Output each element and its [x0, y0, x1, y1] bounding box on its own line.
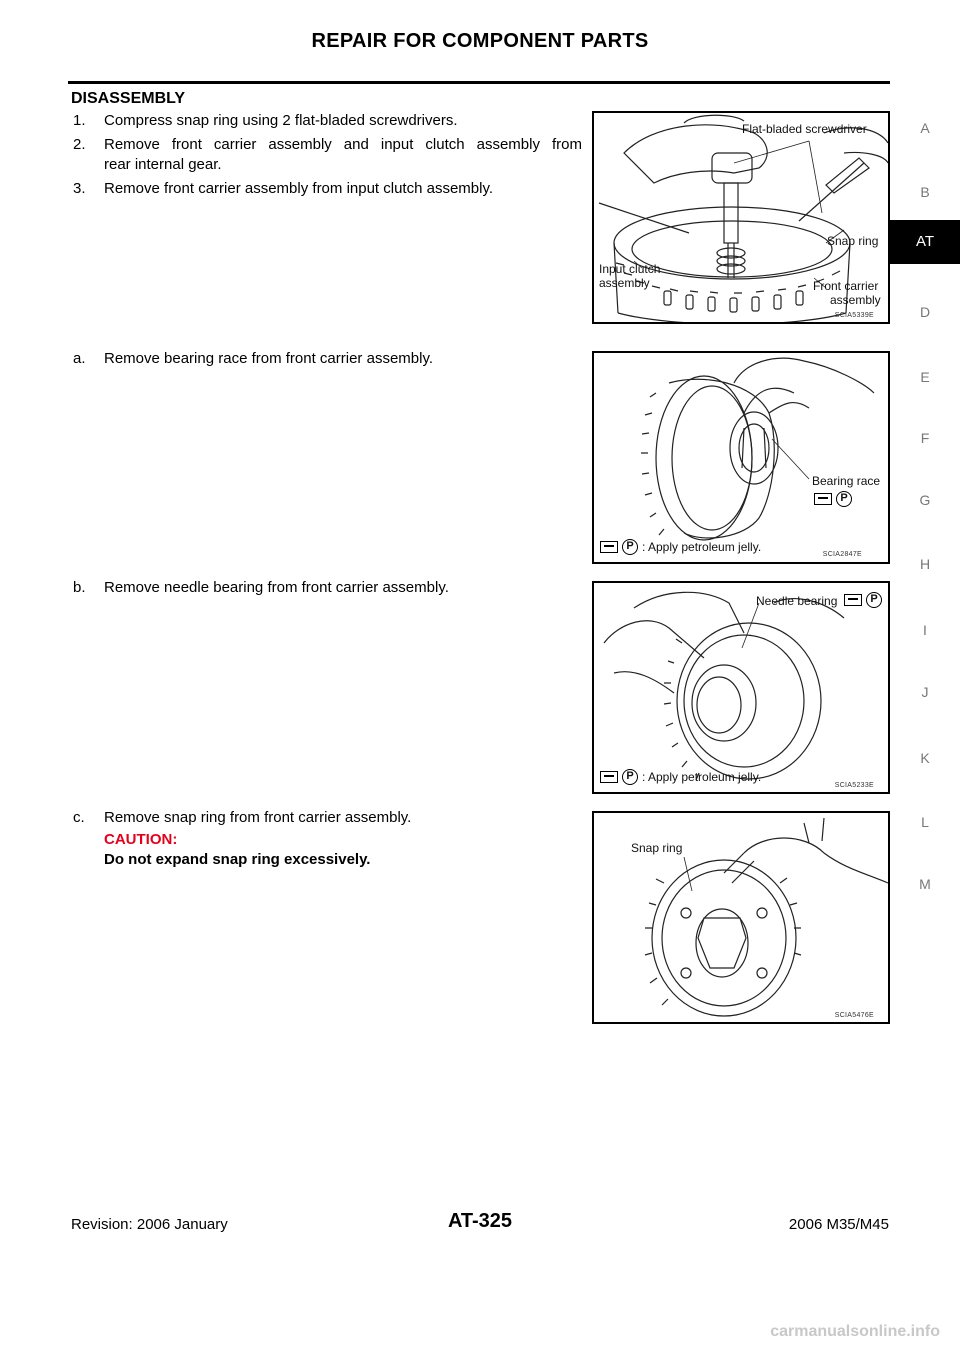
tab-d[interactable]: D	[919, 304, 931, 320]
substep-b-number: b.	[73, 579, 86, 596]
tab-b[interactable]: B	[920, 184, 930, 200]
label-needle-bearing: Needle bearing	[756, 594, 838, 608]
tab-a[interactable]: A	[920, 120, 930, 136]
substep-a-number: a.	[73, 350, 86, 367]
legend-text: : Apply petroleum jelly.	[642, 770, 762, 784]
step-2-text-line2: rear internal gear.	[104, 156, 222, 173]
step-3-text: Remove front carrier assembly from input clutch assembly.	[104, 180, 494, 197]
tab-at[interactable]: AT	[890, 220, 960, 264]
legend-row	[600, 769, 761, 785]
figure-code: SCIA2847E	[822, 551, 862, 558]
section-title: DISASSEMBLY	[71, 90, 186, 107]
step-1-number: 1.	[73, 112, 86, 129]
label-front-carrier-line2: assembly	[830, 293, 881, 307]
caution-label: CAUTION:	[104, 831, 178, 848]
petroleum-jelly-icon	[600, 771, 618, 783]
step-2-number: 2.	[73, 136, 86, 153]
petroleum-jelly-icon	[814, 493, 832, 505]
tab-i[interactable]: I	[923, 622, 927, 638]
tab-h[interactable]: H	[919, 556, 931, 572]
p-circle-icon: P	[866, 592, 882, 608]
substep-a-text: Remove bearing race from front carrier assembly.	[104, 350, 434, 367]
p-circle-icon: P	[622, 539, 638, 555]
label-input-clutch-line1: Input clutch	[599, 262, 661, 276]
figure-needle-bearing	[592, 581, 890, 794]
header-rule	[68, 81, 890, 84]
substep-c-number: c.	[73, 809, 85, 826]
label-flat-bladed-screwdriver: Flat-bladed screwdriver	[742, 122, 867, 136]
footer-page-number: AT-325	[447, 1210, 513, 1232]
legend-symbols	[814, 491, 852, 507]
label-bearing-race: Bearing race	[812, 474, 881, 488]
tab-e[interactable]: E	[920, 369, 930, 385]
petroleum-jelly-icon	[600, 541, 618, 553]
label-front-carrier-line1: Front carrier	[813, 279, 879, 293]
legend-text: : Apply petroleum jelly.	[642, 540, 762, 554]
figure-2-illustration	[594, 353, 888, 562]
label-snap-ring: Snap ring	[631, 841, 683, 855]
petroleum-jelly-icon	[844, 594, 862, 606]
caution-text: Do not expand snap ring excessively.	[104, 851, 371, 868]
figure-snap-ring-compress	[592, 111, 890, 324]
p-circle-icon: P	[836, 491, 852, 507]
label-snap-ring: Snap ring	[827, 234, 879, 248]
tab-f[interactable]: F	[920, 430, 930, 446]
p-circle-icon: P	[622, 769, 638, 785]
tab-g[interactable]: G	[919, 492, 931, 508]
figure-3-illustration	[594, 583, 888, 792]
step-3-number: 3.	[73, 180, 86, 197]
footer-revision: Revision: 2006 January	[71, 1216, 228, 1233]
substep-b-text: Remove needle bearing from front carrier assembly.	[104, 579, 449, 596]
legend-symbols	[844, 592, 882, 608]
tab-k[interactable]: K	[920, 750, 930, 766]
footer-model: 2006 M35/M45	[788, 1216, 889, 1233]
label-input-clutch-line2: assembly	[599, 276, 650, 290]
figure-snap-ring-removal	[592, 811, 890, 1024]
figure-bearing-race	[592, 351, 890, 564]
tab-l[interactable]: L	[921, 814, 929, 830]
figure-code: SCIA5233E	[834, 782, 874, 789]
step-1-text: Compress snap ring using 2 flat-bladed screwdrivers.	[104, 112, 458, 129]
tab-j[interactable]: J	[921, 684, 929, 700]
step-2-text-line1: Remove front carrier assembly and input clutch assembly from	[104, 136, 582, 153]
legend-row	[600, 539, 761, 555]
watermark-text: carmanualsonline.info	[770, 1323, 940, 1340]
tab-m[interactable]: M	[919, 876, 931, 892]
substep-c-text: Remove snap ring from front carrier assembly.	[104, 809, 412, 826]
page-header-title: REPAIR FOR COMPONENT PARTS	[311, 30, 649, 52]
figure-code: SCIA5339E	[834, 312, 874, 319]
figure-code: SCIA5476E	[834, 1012, 874, 1019]
